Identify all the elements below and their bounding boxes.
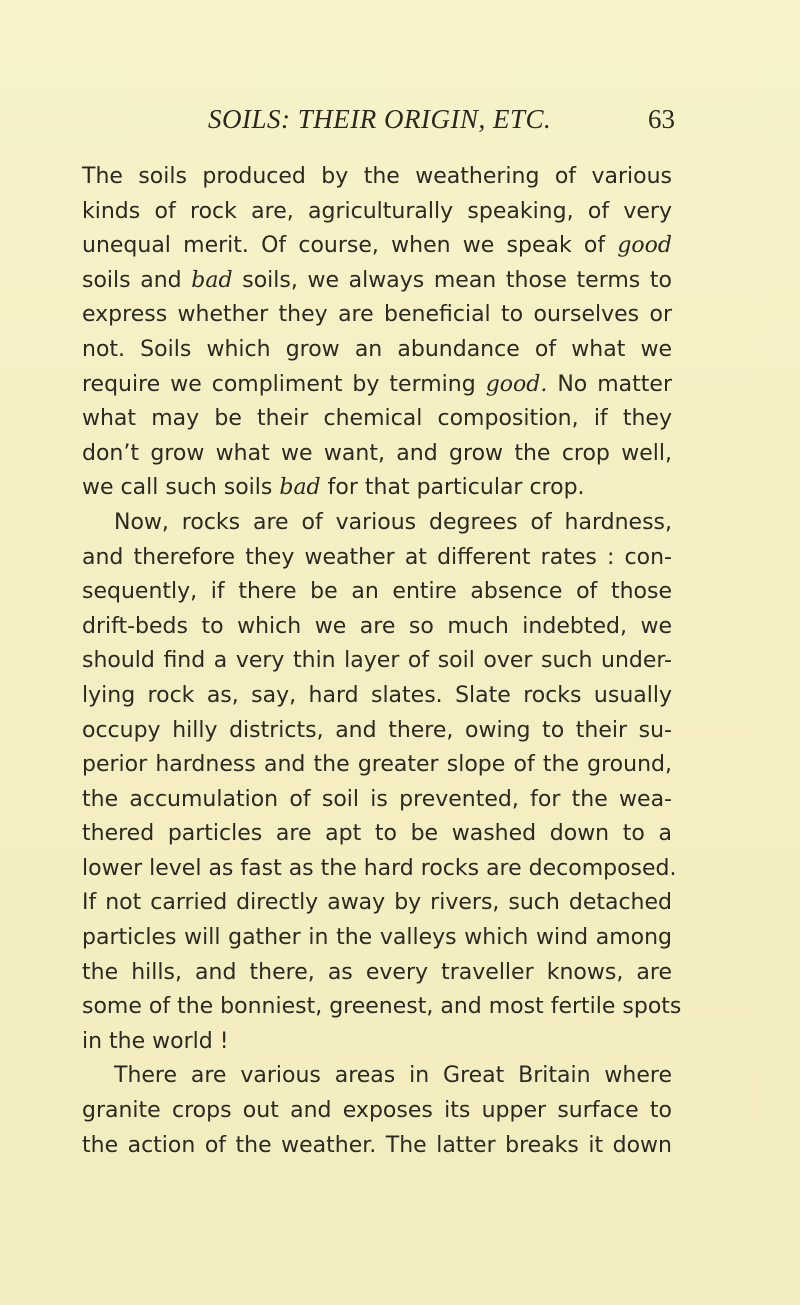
text-run: the hills, and there, as every traveller knows, are — [82, 959, 672, 985]
text-line — [82, 195, 672, 230]
text-run: the accumulation of soil is prevented, for the wea- — [82, 786, 672, 812]
text-line — [82, 437, 672, 472]
text-run: particles will gather in the valleys which wind among — [82, 925, 672, 951]
text-line — [82, 333, 672, 368]
body-text — [82, 160, 682, 1163]
text-run: perior hardness and the greater slope of the ground, — [82, 752, 672, 778]
italic-word: good — [617, 233, 672, 259]
text-run: granite crops out and exposes its upper surface to — [82, 1098, 672, 1124]
text-line — [82, 783, 672, 818]
text-run: soils and — [82, 267, 192, 293]
text-run: don’t grow what we want, and grow the crop well, — [82, 440, 672, 466]
text-run: lying rock as, say, hard slates. Slate rocks usually — [82, 682, 672, 708]
text-run: some of the bonniest, greenest, and most fertile spots — [82, 994, 682, 1020]
text-run: the action of the weather. The latter breaks it down — [82, 1132, 672, 1158]
text-line — [82, 506, 672, 541]
text-line — [82, 402, 672, 437]
text-line — [82, 748, 672, 783]
text-run: kinds of rock are, agriculturally speaking, of very — [82, 198, 672, 224]
text-run: If not carried directly away by rivers, such detached — [82, 890, 672, 916]
text-line — [82, 575, 672, 610]
running-head: SOILS: THEIR ORIGIN, ETC. — [208, 104, 552, 134]
text-line — [82, 644, 672, 679]
text-line — [82, 368, 672, 403]
text-line — [82, 817, 672, 852]
text-line — [82, 990, 682, 1025]
text-run: for that particular crop. — [320, 475, 585, 501]
text-run: what may be their chemical composition, if they — [82, 406, 672, 432]
text-run: Now, rocks are of various degrees of hardness, — [114, 509, 672, 535]
text-line — [82, 264, 672, 299]
text-line — [82, 160, 672, 195]
text-line — [82, 471, 672, 506]
text-line — [82, 714, 672, 749]
text-run: occupy hilly districts, and there, owing to their su- — [82, 717, 672, 743]
text-run: No matter — [547, 371, 672, 397]
text-line — [82, 921, 672, 956]
text-line — [82, 1059, 672, 1094]
italic-word: bad — [279, 475, 321, 501]
text-line — [82, 886, 672, 921]
page-number: 63 — [648, 104, 675, 134]
text-run: soils, we always mean those terms to — [232, 267, 672, 293]
text-line — [82, 679, 672, 714]
text-run: There are various areas in Great Britain where — [114, 1063, 672, 1089]
text-run: The soils produced by the weathering of various — [82, 164, 672, 189]
text-run: and therefore they weather at different rates : con- — [82, 544, 672, 570]
text-run: not. Soils which grow an abundance of what we — [82, 336, 672, 362]
text-line — [82, 610, 672, 645]
text-run: sequently, if there be an entire absence of those — [82, 579, 672, 605]
text-line — [82, 298, 672, 333]
text-line — [82, 541, 672, 576]
text-run: express whether they are beneficial to ourselves or — [82, 302, 672, 328]
text-run: require we compliment by terming — [82, 371, 486, 397]
text-run: lower level as fast as the hard rocks are decomposed. — [82, 855, 677, 881]
text-line — [82, 956, 672, 991]
italic-word: good. — [485, 371, 548, 397]
text-run: unequal merit. Of course, when we speak of — [82, 233, 618, 259]
text-run: in the world ! — [82, 1028, 229, 1054]
text-line — [82, 852, 677, 887]
text-run: should find a very thin layer of soil over such under- — [82, 648, 672, 674]
text-line — [82, 229, 672, 264]
text-run: drift-beds to which we are so much indebted, we — [82, 613, 672, 639]
text-run: we call such soils — [82, 475, 280, 501]
text-line — [82, 1025, 672, 1060]
text-line — [82, 1094, 672, 1129]
text-line — [82, 1129, 672, 1164]
text-run: thered particles are apt to be washed down to a — [82, 821, 672, 847]
italic-word: bad — [191, 267, 233, 293]
